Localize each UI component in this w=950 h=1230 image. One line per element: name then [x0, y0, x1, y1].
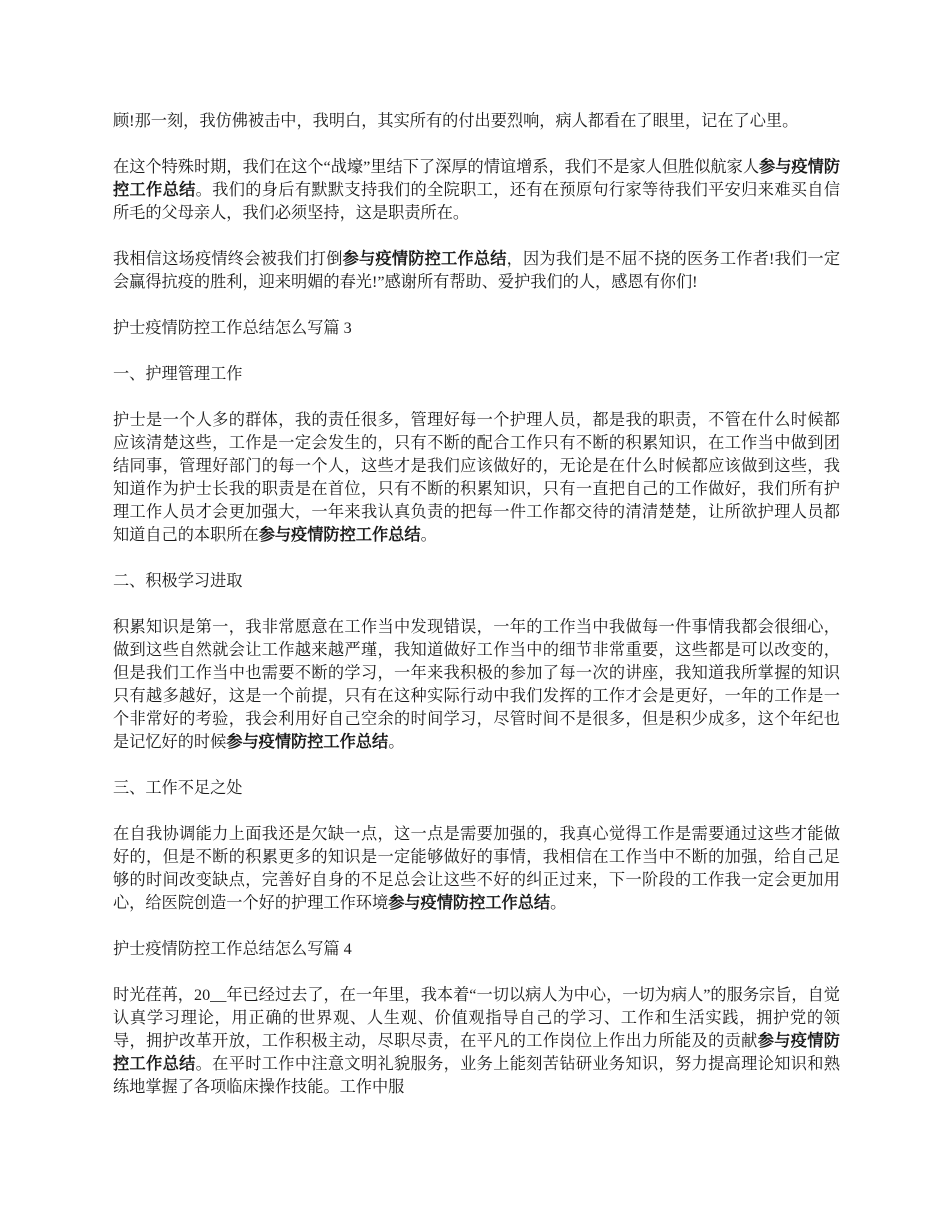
keyword-bold: 参与疫情防控工作总结 — [113, 158, 841, 199]
paragraph-text: 护士是一个人多的群体，我的责任很多，管理好每一个护理人员，都是我的职责，不管在什么时候都应该清楚这些，工作是一定会发生的，只有不断的配合工作只有不断的积累知识，在工作当中做到团结同事，管理好部门的每一个人，这些才是我们应该做好的，无论是在什么时候都应该做到这些，我知道作为护士长我的职责是在首位，只有不断的积累知识，只有一直把自己的工作做好，我们所有护理工作人员才会更加强大，一年来我认真负责的把每一件工作都交待的清清楚楚，让所欲护理人员都知道自己的本职所在 — [113, 411, 840, 544]
keyword-bold: 参与疫情防控工作总结 — [258, 526, 421, 544]
paragraph-text: 时光荏苒，20__年已经过去了，在一年里，我本着“一切以病人为中心，一切为病人”的服务宗旨，自觉认真学习理论，用正确的世界观、人生观、价值观指导自己的学习、工作和生活实践，拥护党的领导，拥护改革开放，工作积极主动，尽职尽责，在平凡的工作岗位上作出力所能及的贡献 — [113, 986, 840, 1050]
section-heading-article-3: 护士疫情防控工作总结怎么写篇 3 — [113, 319, 352, 337]
paragraph-text: 。 — [420, 526, 437, 544]
keyword-bold: 参与疫情防控工作总结 — [388, 894, 551, 912]
subheading-nursing-management: 一、护理管理工作 — [113, 365, 243, 383]
paragraph-text: ，因为我们是不屈不挠的医务工作者!我们一定会赢得抗疫的胜利，迎来明媚的春光!”感谢所有帮助、爱护我们的人，感恩有你们! — [113, 250, 841, 291]
paragraph-2 — [113, 156, 840, 225]
paragraph-4 — [113, 409, 840, 547]
paragraph-text: 。 — [550, 894, 567, 912]
paragraph-text: 在自我协调能力上面我还是欠缺一点，这一点是需要加强的，我真心觉得工作是需要通过这些才能做好的，但是不断的积累更多的知识是一定能够做好的事情，我相信在工作当中不断的加强，给自己足够的时间改变缺点，完善好自身的不足总会让这些不好的纠正过来，下一阶段的工作我一定会更加用心，给医院创造一个好的护理工作环境 — [113, 825, 840, 912]
paragraph-text: 在这个特殊时期，我们在这个“战壕”里结下了深厚的情谊增系，我们不是家人但胜似航家人 — [113, 158, 760, 176]
paragraph-text: 。我们的身后有默默支持我们的全院职工，还有在预原句行家等待我们平安归来难买自信所毛的父母亲人，我们必须坚持，这是职责所在。 — [113, 181, 841, 222]
paragraph-text: 。 — [388, 733, 405, 751]
keyword-bold: 参与疫情防控工作总结 — [113, 1032, 840, 1073]
document-page — [113, 110, 840, 1122]
paragraph-5 — [113, 616, 840, 754]
paragraph-text: 积累知识是第一，我非常愿意在工作当中发现错误，一年的工作当中我做每一件事情我都会很细心，做到这些自然就会让工作越来越严瑾，我知道做好工作当中的细节非常重要，这些都是可以改变的，但是我们工作当中也需要不断的学习，一年来我积极的参加了每一次的讲座，我知道我所掌握的知识只有越多越好，这是一个前提，只有在这种实际行动中我们发挥的工作才会是更好，一年的工作是一个非常好的考验，我会利用好自己空余的时间学习，尽管时间不是很多，但是积少成多，这个年纪也是记忆好的时候 — [113, 618, 840, 751]
paragraph-7 — [113, 984, 840, 1099]
paragraph-6 — [113, 823, 840, 915]
subheading-active-learning: 二、积极学习进取 — [113, 572, 243, 590]
paragraph-text: 我相信这场疫情终会被我们打倒 — [113, 250, 343, 268]
section-heading-article-4: 护士疫情防控工作总结怎么写篇 4 — [113, 940, 352, 958]
paragraph-text: 顾!那一刻，我仿佛被击中，我明白，其实所有的付出要烈响，病人都看在了眼里，记在了心里。 — [113, 112, 799, 130]
paragraph-3 — [113, 248, 840, 294]
paragraph-1 — [113, 110, 840, 133]
keyword-bold: 参与疫情防控工作总结 — [226, 733, 389, 751]
subheading-shortcomings: 三、工作不足之处 — [113, 779, 243, 797]
keyword-bold: 参与疫情防控工作总结 — [342, 250, 507, 268]
paragraph-text: 。在平时工作中注意文明礼貌服务，业务上能刻苦钻研业务知识，努力提高理论知识和熟练地掌握了各项临床操作技能。工作中服 — [113, 1055, 841, 1096]
